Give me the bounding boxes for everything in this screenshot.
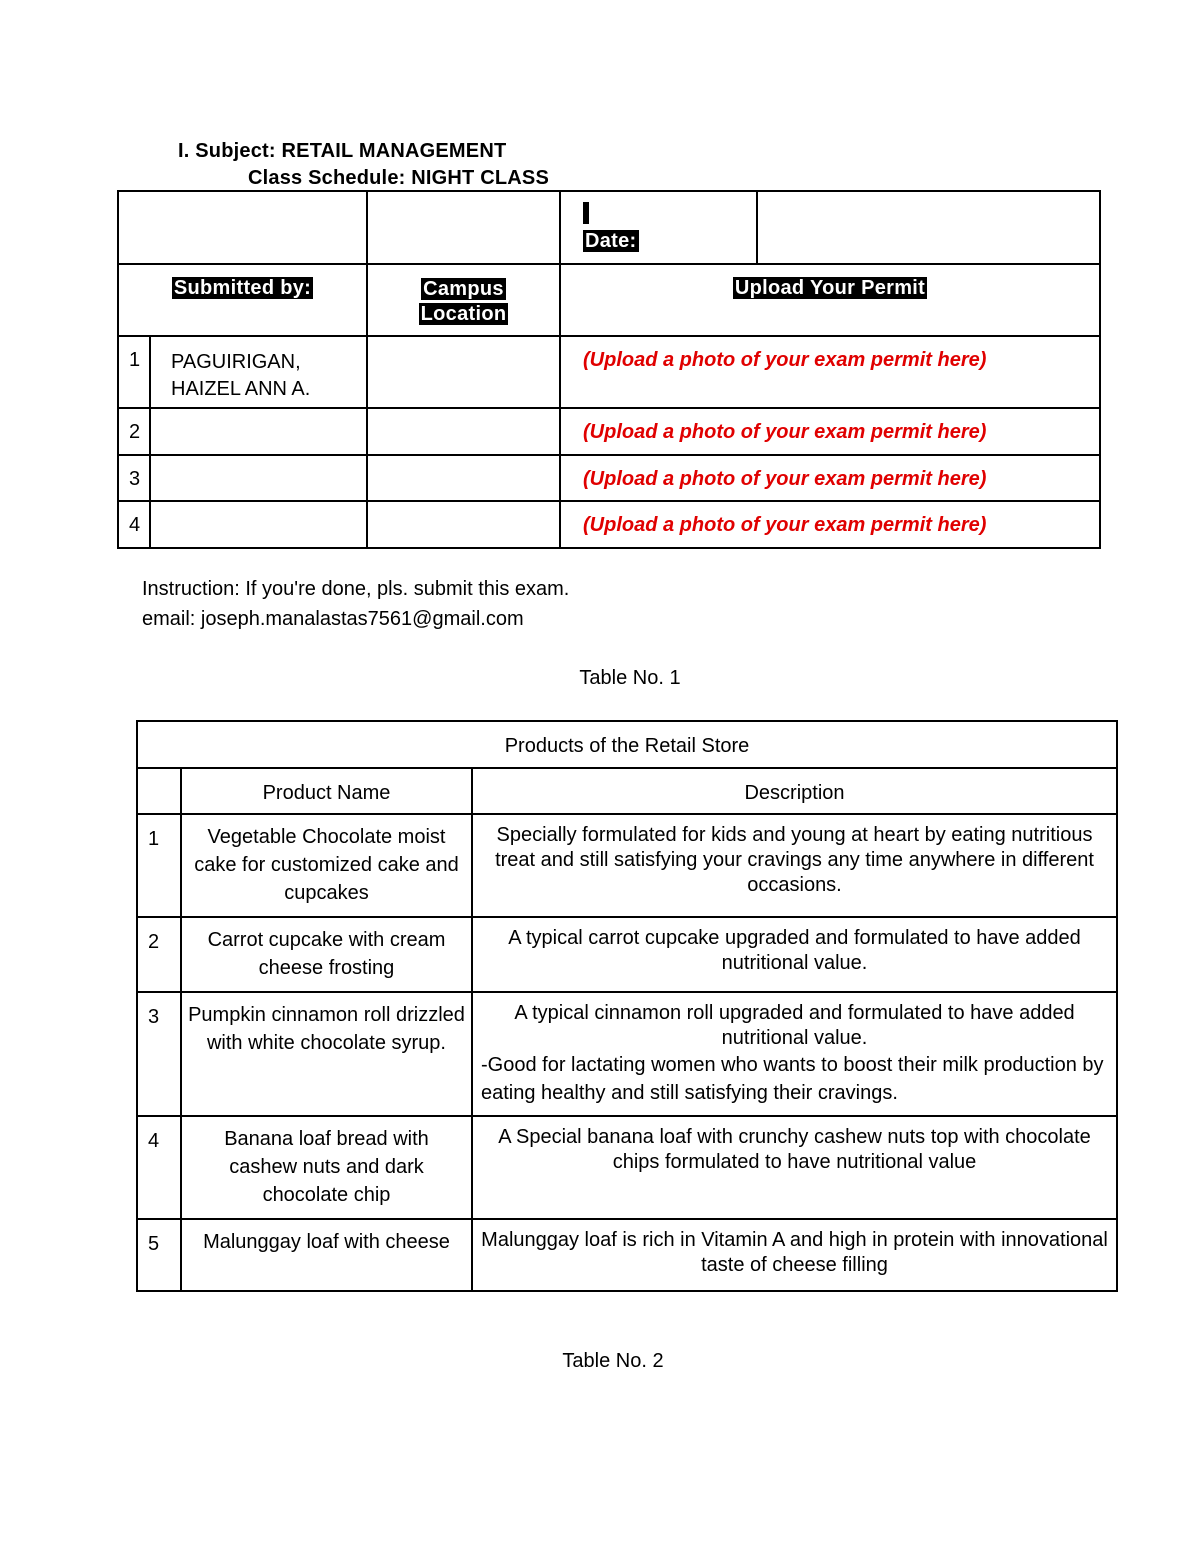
permit-upload-slot[interactable]: (Upload a photo of your exam permit here) [560, 336, 1100, 408]
description-note: -Good for lactating women who wants to boost their milk production by eating healthy and still satisfying their cravings. [481, 1054, 1104, 1104]
upload-permit-header [560, 264, 1100, 336]
class-schedule-line: Class Schedule: NIGHT CLASS [248, 167, 550, 189]
table-row [118, 455, 1100, 501]
row-number: 2 [118, 408, 150, 455]
row-number: 4 [118, 501, 150, 548]
column-header-product-name: Product Name [181, 768, 472, 814]
campus-location-header [367, 264, 560, 336]
product-number: 1 [137, 814, 181, 917]
permit-upload-slot[interactable]: (Upload a photo of your exam permit here) [560, 408, 1100, 455]
table-1-caption: Table No. 1 [579, 667, 681, 689]
product-name: Banana loaf bread with cashew nuts and dark chocolate chip [181, 1116, 472, 1219]
product-description: A Special banana loaf with crunchy cashew nuts top with chocolate chips formulated to have nutritional value [472, 1116, 1117, 1219]
location-label: Location [420, 303, 507, 325]
product-name: Vegetable Chocolate moist cake for customized cake and cupcakes [181, 814, 472, 917]
column-header-description: Description [472, 768, 1117, 814]
submitter-name [150, 336, 367, 408]
blank-header-cell [137, 768, 181, 814]
permit-upload-slot[interactable]: (Upload a photo of your exam permit here) [560, 501, 1100, 548]
product-description: A typical carrot cupcake upgraded and formulated to have added nutritional value. [472, 917, 1117, 992]
description-main: A typical cinnamon roll upgraded and formulated to have added nutritional value. [514, 1002, 1075, 1049]
table-2-caption: Table No. 2 [562, 1350, 664, 1372]
table-row [137, 814, 1117, 917]
submitter-name[interactable] [150, 455, 367, 501]
submitter-surname: PAGUIRIGAN, [171, 351, 301, 373]
table-row [137, 917, 1117, 992]
product-number: 4 [137, 1116, 181, 1219]
upload-permit-label: Upload Your Permit [734, 277, 926, 299]
table-row [137, 1219, 1117, 1291]
product-description: Malunggay loaf is rich in Vitamin A and high in protein with innovational taste of cheese filling [472, 1219, 1117, 1291]
row-number: 1 [118, 336, 150, 408]
table-row [137, 1116, 1117, 1219]
campus-cell[interactable] [367, 455, 560, 501]
product-number: 5 [137, 1219, 181, 1291]
product-number: 2 [137, 917, 181, 992]
blank-header-cell [118, 191, 367, 264]
email-text: email: joseph.manalastas7561@gmail.com [142, 608, 524, 630]
campus-cell[interactable] [367, 501, 560, 548]
product-name: Pumpkin cinnamon roll drizzled with white chocolate syrup. [181, 992, 472, 1116]
table-row [118, 336, 1100, 408]
date-label: Date: [585, 230, 637, 252]
permit-table [117, 190, 1101, 549]
row-number: 3 [118, 455, 150, 501]
permit-upload-slot[interactable]: (Upload a photo of your exam permit here) [560, 455, 1100, 501]
product-number: 3 [137, 992, 181, 1116]
campus-cell[interactable] [367, 408, 560, 455]
product-name: Carrot cupcake with cream cheese frosting [181, 917, 472, 992]
submitter-given-name: HAIZEL ANN A. [171, 378, 311, 400]
submitter-name[interactable] [150, 501, 367, 548]
table-row [118, 501, 1100, 548]
table-row [118, 408, 1100, 455]
product-description: Specially formulated for kids and young at heart by eating nutritious treat and still satisfying your cravings any time anywhere in different occasions. [472, 814, 1117, 917]
instruction-text: Instruction: If you're done, pls. submit this exam. [142, 578, 570, 600]
product-name: Malunggay loaf with cheese [181, 1219, 472, 1291]
products-table [136, 720, 1118, 1292]
campus-label: Campus [423, 278, 504, 300]
submitted-by-label: Submitted by: [173, 277, 312, 299]
submitted-by-header [118, 264, 367, 336]
blank-header-cell [367, 191, 560, 264]
date-cell [560, 191, 757, 264]
text-cursor-mark [583, 202, 589, 224]
subject-line: I. Subject: RETAIL MANAGEMENT [178, 140, 507, 162]
products-table-title: Products of the Retail Store [137, 721, 1117, 768]
table-row [137, 992, 1117, 1116]
date-value-cell [757, 191, 1100, 264]
submitter-name[interactable] [150, 408, 367, 455]
product-description [472, 992, 1117, 1116]
campus-cell[interactable] [367, 336, 560, 408]
